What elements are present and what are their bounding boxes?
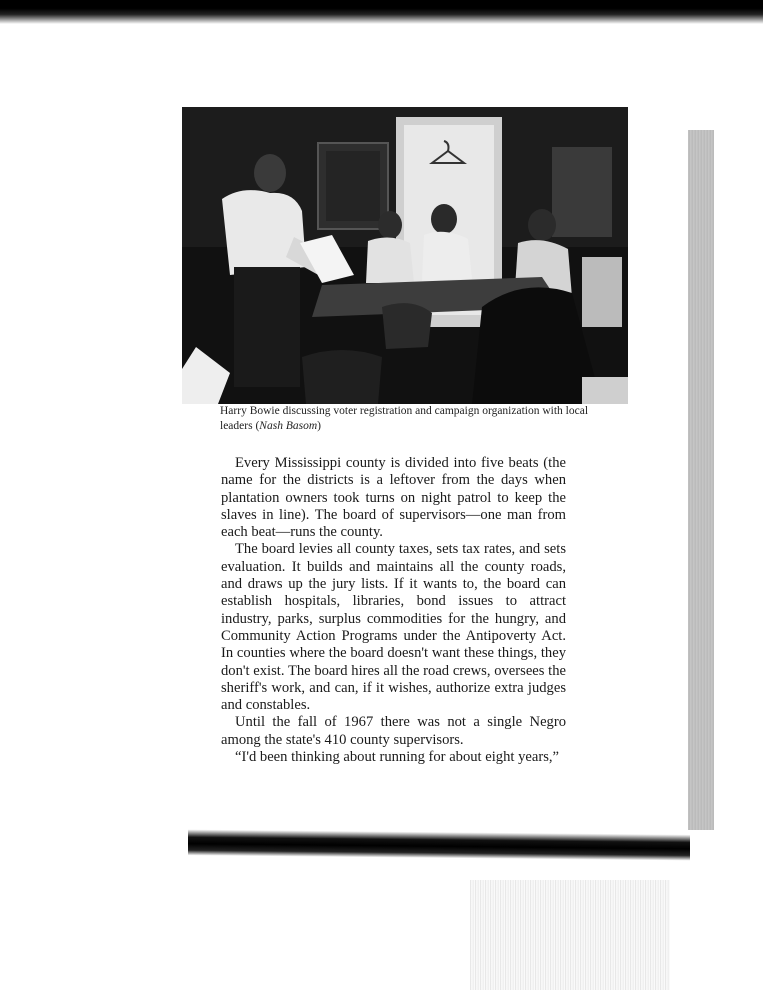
paragraph-1: Every Mississippi county is divided into five beats (the name for the districts is a leftover from the days when plantation owners took turns on night patrol to keep the slaves in line). The board of supervisors—one man from each beat—runs the county. xyxy=(221,455,566,541)
paragraph-4: “I'd been thinking about running for about eight years,” xyxy=(235,749,560,766)
scan-noise xyxy=(470,880,670,990)
caption-text: Harry Bowie discussing voter registration and campaign organization with local leaders xyxy=(220,405,589,432)
figure-caption: Harry Bowie discussing voter registration and campaign organization with local leaders (Nash Basom) xyxy=(220,405,589,432)
scan-page-shadow xyxy=(688,130,714,830)
photograph xyxy=(182,107,628,404)
paragraph-3: Until the fall of 1967 there was not a single Negro among the state's 410 county supervisors. xyxy=(221,714,566,748)
body-text xyxy=(221,455,566,766)
paragraph-2: The board levies all county taxes, sets tax rates, and sets evaluation. It builds and maintains all the county roads, and draws up the jury lists. If it wants to, the board can establish hospitals, libraries, bond issues to attract industry, parks, surplus commodities for the hungry, and Community Action Programs under the Antipoverty Act. In counties where the board doesn't want these things, they don't exist. The board hires all the road crews, oversees the sheriff's work, and can, if it wishes, authorize extra judges and constables. xyxy=(221,541,566,714)
caption-credit: Nash Basom xyxy=(259,420,318,432)
scan-bottom-edge xyxy=(188,829,690,860)
scan-top-edge xyxy=(0,0,763,24)
